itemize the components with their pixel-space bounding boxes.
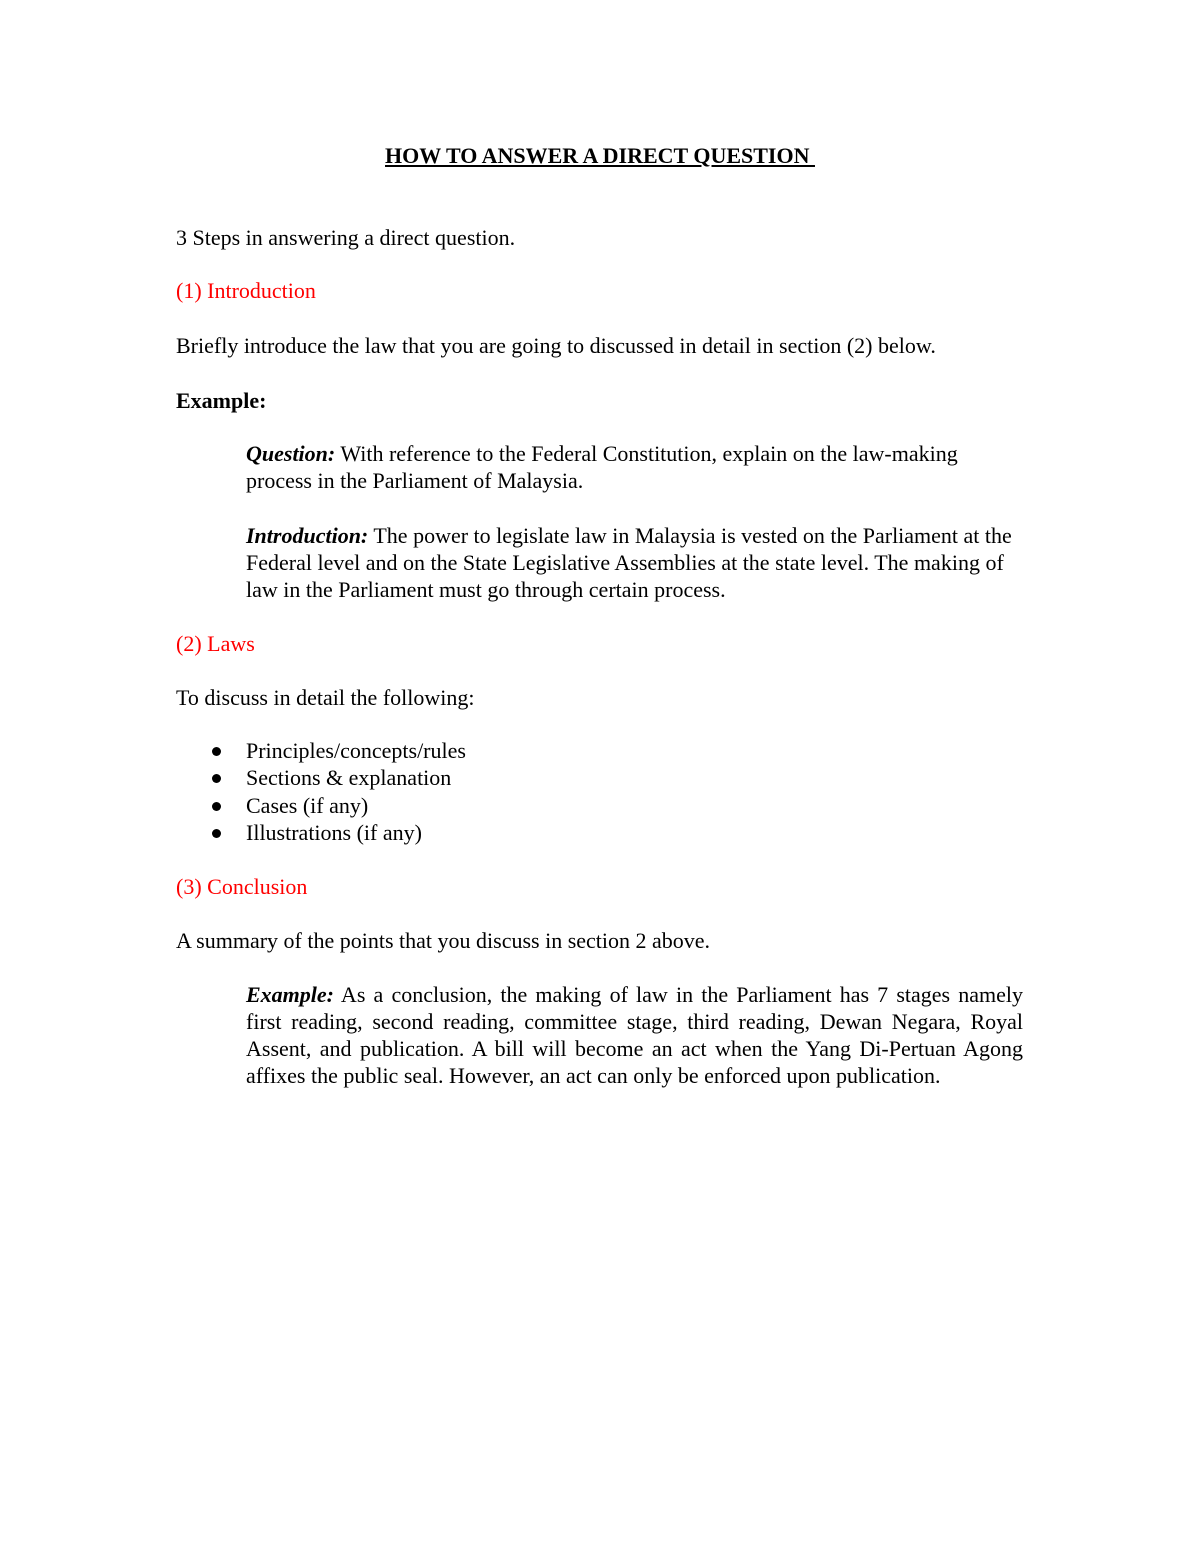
list-item: Principles/concepts/rules: [176, 737, 466, 764]
conclusion-example-paragraph: [246, 981, 1023, 1089]
introduction-text: The power to legislate law in Malaysia is vested on the Parliament at the Federal level and on the State Legislative Assemblies at the state level. The making of law in the Parliament must go through certain process.: [246, 523, 1012, 602]
section-1-text: Briefly introduce the law that you are going to discussed in detail in section (2) below.: [176, 333, 936, 358]
laws-bullet-list: [176, 737, 466, 846]
document-title: HOW TO ANSWER A DIRECT QUESTION: [385, 143, 815, 168]
intro-line: 3 Steps in answering a direct question.: [176, 225, 516, 250]
section-3-text: A summary of the points that you discuss in section 2 above.: [176, 928, 711, 953]
introduction-label: Introduction:: [246, 523, 369, 548]
bullet-icon: [212, 747, 221, 756]
list-item: Illustrations (if any): [176, 819, 466, 846]
list-item: Cases (if any): [176, 792, 466, 819]
section-1-heading: (1) Introduction: [176, 278, 316, 303]
bullet-icon: [212, 829, 221, 838]
example-heading: Example:: [176, 388, 267, 413]
section-2-text: To discuss in detail the following:: [176, 685, 475, 710]
section-2-heading: (2) Laws: [176, 631, 255, 656]
question-text: With reference to the Federal Constitution, explain on the law-making process in the Parliament of Malaysia.: [246, 441, 958, 493]
bullet-icon: [212, 774, 221, 783]
conclusion-example-text: As a conclusion, the making of law in the Parliament has 7 stages namely first reading, second reading, committee stage, third reading, Dewan Negara, Royal Assent, and publication. A bill will become an act when the Yang Di-Pertuan Agong affixes the public seal. However, an act can only be enforced upon publication.: [246, 982, 1023, 1088]
question-paragraph: [246, 440, 1023, 494]
bullet-icon: [212, 802, 221, 811]
introduction-paragraph: [246, 522, 1023, 603]
conclusion-example-label: Example:: [246, 982, 334, 1007]
section-3-heading: (3) Conclusion: [176, 874, 308, 899]
list-item: Sections & explanation: [176, 764, 466, 791]
question-label: Question:: [246, 441, 336, 466]
